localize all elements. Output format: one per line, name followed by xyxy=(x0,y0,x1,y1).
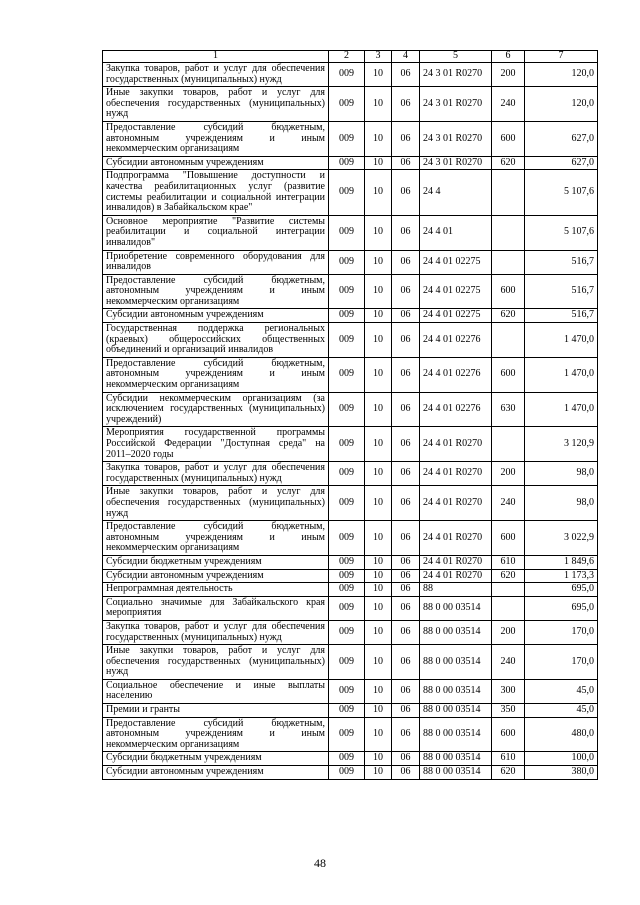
table-row xyxy=(103,323,598,358)
cell-section: 10 xyxy=(365,645,392,680)
cell-amount: 516,7 xyxy=(525,274,598,309)
cell-amount: 695,0 xyxy=(525,583,598,597)
table-body xyxy=(103,63,598,780)
cell-section: 10 xyxy=(365,121,392,156)
cell-section: 10 xyxy=(365,752,392,766)
cell-admin-code: 009 xyxy=(329,357,365,392)
header-row xyxy=(103,51,598,63)
cell-name: Мероприятия государственной программы Российской Федерации "Доступная среда" на 2011–2020 годы xyxy=(103,427,329,462)
cell-amount: 1 470,0 xyxy=(525,392,598,427)
cell-target-article: 88 0 00 03514 xyxy=(420,679,492,703)
cell-section: 10 xyxy=(365,521,392,556)
cell-target-article: 88 0 00 03514 xyxy=(420,717,492,752)
cell-section: 10 xyxy=(365,555,392,569)
cell-target-article: 24 4 01 R0270 xyxy=(420,569,492,583)
table-row xyxy=(103,309,598,323)
cell-expense-type xyxy=(492,170,525,215)
cell-expense-type: 200 xyxy=(492,462,525,486)
cell-name: Иные закупки товаров, работ и услуг для обеспечения государственных (муниципальных) нужд xyxy=(103,87,329,122)
cell-section: 10 xyxy=(365,323,392,358)
cell-name: Субсидии автономным учреждениям xyxy=(103,569,329,583)
cell-section: 10 xyxy=(365,620,392,644)
cell-amount: 3 022,9 xyxy=(525,521,598,556)
cell-admin-code: 009 xyxy=(329,583,365,597)
cell-subsection: 06 xyxy=(392,521,420,556)
cell-admin-code: 009 xyxy=(329,752,365,766)
cell-amount: 1 849,6 xyxy=(525,555,598,569)
table-row xyxy=(103,87,598,122)
cell-name: Подпрограмма "Повышение доступности и качества реабилитационных услуг (развитие системы реабилитации и социальной интеграции инвалидов) в Забайкальском крае" xyxy=(103,170,329,215)
cell-admin-code: 009 xyxy=(329,170,365,215)
cell-amount: 516,7 xyxy=(525,250,598,274)
cell-subsection: 06 xyxy=(392,645,420,680)
cell-section: 10 xyxy=(365,427,392,462)
cell-amount: 170,0 xyxy=(525,645,598,680)
cell-subsection: 06 xyxy=(392,462,420,486)
cell-amount: 120,0 xyxy=(525,63,598,87)
cell-admin-code: 009 xyxy=(329,156,365,170)
table-row xyxy=(103,645,598,680)
cell-amount: 3 120,9 xyxy=(525,427,598,462)
cell-admin-code: 009 xyxy=(329,392,365,427)
cell-subsection: 06 xyxy=(392,309,420,323)
cell-name: Иные закупки товаров, работ и услуг для обеспечения государственных (муниципальных) нужд xyxy=(103,645,329,680)
cell-name: Предоставление субсидий бюджетным, автономным учреждениям и иным некоммерческим организациям xyxy=(103,274,329,309)
column-header: 2 xyxy=(329,51,365,63)
cell-subsection: 06 xyxy=(392,357,420,392)
cell-section: 10 xyxy=(365,569,392,583)
cell-target-article: 24 3 01 R0270 xyxy=(420,63,492,87)
cell-amount: 100,0 xyxy=(525,752,598,766)
cell-section: 10 xyxy=(365,679,392,703)
cell-subsection: 06 xyxy=(392,323,420,358)
cell-section: 10 xyxy=(365,704,392,718)
column-header: 1 xyxy=(103,51,329,63)
table-row xyxy=(103,596,598,620)
cell-amount: 627,0 xyxy=(525,156,598,170)
cell-subsection: 06 xyxy=(392,274,420,309)
cell-admin-code: 009 xyxy=(329,121,365,156)
cell-name: Предоставление субсидий бюджетным, автономным учреждениям и иным некоммерческим организациям xyxy=(103,521,329,556)
cell-section: 10 xyxy=(365,766,392,780)
table-row xyxy=(103,63,598,87)
cell-name: Государственная поддержка региональных (краевых) общероссийских общественных объединений и организаций инвалидов xyxy=(103,323,329,358)
table-row xyxy=(103,462,598,486)
cell-target-article: 24 4 01 02276 xyxy=(420,392,492,427)
column-header: 4 xyxy=(392,51,420,63)
cell-subsection: 06 xyxy=(392,555,420,569)
cell-amount: 170,0 xyxy=(525,620,598,644)
column-header: 3 xyxy=(365,51,392,63)
cell-amount: 98,0 xyxy=(525,486,598,521)
cell-name: Предоставление субсидий бюджетным, автономным учреждениям и иным некоммерческим организациям xyxy=(103,357,329,392)
cell-subsection: 06 xyxy=(392,486,420,521)
table-row xyxy=(103,215,598,250)
cell-section: 10 xyxy=(365,63,392,87)
cell-admin-code: 009 xyxy=(329,462,365,486)
cell-name: Закупка товаров, работ и услуг для обеспечения государственных (муниципальных) нужд xyxy=(103,620,329,644)
cell-name: Закупка товаров, работ и услуг для обеспечения государственных (муниципальных) нужд xyxy=(103,462,329,486)
cell-expense-type: 200 xyxy=(492,63,525,87)
table-row xyxy=(103,357,598,392)
cell-admin-code: 009 xyxy=(329,274,365,309)
cell-amount: 45,0 xyxy=(525,679,598,703)
cell-expense-type xyxy=(492,250,525,274)
cell-target-article: 88 0 00 03514 xyxy=(420,620,492,644)
cell-target-article: 24 4 01 02275 xyxy=(420,250,492,274)
cell-admin-code: 009 xyxy=(329,679,365,703)
cell-target-article: 24 4 01 R0270 xyxy=(420,486,492,521)
cell-name: Премии и гранты xyxy=(103,704,329,718)
cell-expense-type: 630 xyxy=(492,392,525,427)
budget-table xyxy=(102,50,598,780)
table-row xyxy=(103,521,598,556)
cell-target-article: 24 3 01 R0270 xyxy=(420,121,492,156)
cell-subsection: 06 xyxy=(392,156,420,170)
table-row xyxy=(103,583,598,597)
cell-admin-code: 009 xyxy=(329,555,365,569)
cell-expense-type: 620 xyxy=(492,766,525,780)
cell-name: Субсидии бюджетным учреждениям xyxy=(103,752,329,766)
table-row xyxy=(103,704,598,718)
cell-name: Приобретение современного оборудования для инвалидов xyxy=(103,250,329,274)
cell-expense-type xyxy=(492,323,525,358)
cell-expense-type: 620 xyxy=(492,309,525,323)
cell-section: 10 xyxy=(365,462,392,486)
cell-target-article: 24 4 01 R0270 xyxy=(420,462,492,486)
cell-admin-code: 009 xyxy=(329,569,365,583)
cell-amount: 120,0 xyxy=(525,87,598,122)
cell-target-article: 24 4 01 R0270 xyxy=(420,427,492,462)
table-row xyxy=(103,427,598,462)
cell-name: Предоставление субсидий бюджетным, автономным учреждениям и иным некоммерческим организациям xyxy=(103,121,329,156)
cell-name: Субсидии автономным учреждениям xyxy=(103,156,329,170)
cell-admin-code: 009 xyxy=(329,620,365,644)
cell-subsection: 06 xyxy=(392,596,420,620)
cell-expense-type xyxy=(492,596,525,620)
cell-subsection: 06 xyxy=(392,87,420,122)
cell-name: Субсидии некоммерческим организациям (за исключением государственных (муниципальных) учреждений) xyxy=(103,392,329,427)
cell-admin-code: 009 xyxy=(329,645,365,680)
cell-admin-code: 009 xyxy=(329,63,365,87)
cell-section: 10 xyxy=(365,596,392,620)
cell-target-article: 24 4 01 02276 xyxy=(420,323,492,358)
cell-target-article: 88 0 00 03514 xyxy=(420,752,492,766)
cell-name: Субсидии бюджетным учреждениям xyxy=(103,555,329,569)
table-row xyxy=(103,717,598,752)
page-number: 48 xyxy=(314,856,326,870)
cell-amount: 98,0 xyxy=(525,462,598,486)
cell-subsection: 06 xyxy=(392,569,420,583)
cell-expense-type: 200 xyxy=(492,620,525,644)
cell-admin-code: 009 xyxy=(329,87,365,122)
cell-target-article: 88 0 00 03514 xyxy=(420,645,492,680)
table-row xyxy=(103,486,598,521)
table-row xyxy=(103,569,598,583)
cell-admin-code: 009 xyxy=(329,596,365,620)
cell-target-article: 24 4 01 02276 xyxy=(420,357,492,392)
cell-section: 10 xyxy=(365,250,392,274)
cell-section: 10 xyxy=(365,717,392,752)
cell-subsection: 06 xyxy=(392,121,420,156)
cell-expense-type: 620 xyxy=(492,156,525,170)
cell-subsection: 06 xyxy=(392,679,420,703)
cell-admin-code: 009 xyxy=(329,521,365,556)
cell-name: Закупка товаров, работ и услуг для обеспечения государственных (муниципальных) нужд xyxy=(103,63,329,87)
cell-target-article: 24 3 01 R0270 xyxy=(420,156,492,170)
cell-section: 10 xyxy=(365,583,392,597)
cell-admin-code: 009 xyxy=(329,309,365,323)
cell-expense-type xyxy=(492,583,525,597)
cell-expense-type: 240 xyxy=(492,645,525,680)
cell-target-article: 88 0 00 03514 xyxy=(420,766,492,780)
cell-subsection: 06 xyxy=(392,63,420,87)
cell-amount: 45,0 xyxy=(525,704,598,718)
cell-amount: 480,0 xyxy=(525,717,598,752)
cell-expense-type: 610 xyxy=(492,752,525,766)
cell-amount: 695,0 xyxy=(525,596,598,620)
column-header: 5 xyxy=(420,51,492,63)
cell-amount: 1 470,0 xyxy=(525,357,598,392)
cell-admin-code: 009 xyxy=(329,250,365,274)
cell-expense-type: 240 xyxy=(492,486,525,521)
table-row xyxy=(103,121,598,156)
table-row xyxy=(103,392,598,427)
cell-expense-type xyxy=(492,427,525,462)
cell-subsection: 06 xyxy=(392,250,420,274)
table-row xyxy=(103,766,598,780)
cell-expense-type xyxy=(492,215,525,250)
cell-subsection: 06 xyxy=(392,170,420,215)
cell-expense-type: 600 xyxy=(492,521,525,556)
cell-expense-type: 600 xyxy=(492,717,525,752)
table-row xyxy=(103,250,598,274)
cell-subsection: 06 xyxy=(392,392,420,427)
cell-subsection: 06 xyxy=(392,620,420,644)
cell-admin-code: 009 xyxy=(329,766,365,780)
table-row xyxy=(103,170,598,215)
cell-name: Основное мероприятие "Развитие системы реабилитации и социальной интеграции инвалидов" xyxy=(103,215,329,250)
cell-amount: 516,7 xyxy=(525,309,598,323)
cell-section: 10 xyxy=(365,357,392,392)
cell-expense-type: 610 xyxy=(492,555,525,569)
column-header: 7 xyxy=(525,51,598,63)
table-row xyxy=(103,620,598,644)
cell-name: Субсидии автономным учреждениям xyxy=(103,766,329,780)
cell-name: Субсидии автономным учреждениям xyxy=(103,309,329,323)
cell-section: 10 xyxy=(365,309,392,323)
cell-amount: 5 107,6 xyxy=(525,215,598,250)
cell-target-article: 24 4 01 02275 xyxy=(420,274,492,309)
cell-expense-type: 240 xyxy=(492,87,525,122)
cell-amount: 1 173,3 xyxy=(525,569,598,583)
cell-admin-code: 009 xyxy=(329,323,365,358)
cell-amount: 5 107,6 xyxy=(525,170,598,215)
table-row xyxy=(103,679,598,703)
cell-expense-type: 600 xyxy=(492,274,525,309)
cell-section: 10 xyxy=(365,87,392,122)
cell-target-article: 88 0 00 03514 xyxy=(420,596,492,620)
cell-amount: 380,0 xyxy=(525,766,598,780)
column-header: 6 xyxy=(492,51,525,63)
cell-subsection: 06 xyxy=(392,427,420,462)
table-row xyxy=(103,156,598,170)
cell-name: Непрограммная деятельность xyxy=(103,583,329,597)
cell-section: 10 xyxy=(365,392,392,427)
cell-target-article: 24 4 01 R0270 xyxy=(420,555,492,569)
cell-target-article: 24 4 01 02275 xyxy=(420,309,492,323)
cell-expense-type: 300 xyxy=(492,679,525,703)
cell-section: 10 xyxy=(365,215,392,250)
cell-target-article: 24 4 01 xyxy=(420,215,492,250)
cell-admin-code: 009 xyxy=(329,215,365,250)
cell-expense-type: 620 xyxy=(492,569,525,583)
cell-expense-type: 600 xyxy=(492,357,525,392)
cell-subsection: 06 xyxy=(392,215,420,250)
table-row xyxy=(103,274,598,309)
cell-section: 10 xyxy=(365,170,392,215)
cell-target-article: 24 4 xyxy=(420,170,492,215)
table-row xyxy=(103,555,598,569)
cell-subsection: 06 xyxy=(392,766,420,780)
cell-admin-code: 009 xyxy=(329,486,365,521)
cell-section: 10 xyxy=(365,486,392,521)
cell-section: 10 xyxy=(365,274,392,309)
cell-admin-code: 009 xyxy=(329,704,365,718)
cell-admin-code: 009 xyxy=(329,427,365,462)
cell-name: Предоставление субсидий бюджетным, автономным учреждениям и иным некоммерческим организациям xyxy=(103,717,329,752)
cell-section: 10 xyxy=(365,156,392,170)
cell-amount: 627,0 xyxy=(525,121,598,156)
table-row xyxy=(103,752,598,766)
cell-subsection: 06 xyxy=(392,583,420,597)
cell-expense-type: 600 xyxy=(492,121,525,156)
cell-subsection: 06 xyxy=(392,717,420,752)
cell-target-article: 88 xyxy=(420,583,492,597)
cell-amount: 1 470,0 xyxy=(525,323,598,358)
cell-name: Социальное обеспечение и иные выплаты населению xyxy=(103,679,329,703)
cell-target-article: 88 0 00 03514 xyxy=(420,704,492,718)
cell-admin-code: 009 xyxy=(329,717,365,752)
cell-name: Социально значимые для Забайкальского края мероприятия xyxy=(103,596,329,620)
cell-subsection: 06 xyxy=(392,752,420,766)
cell-expense-type: 350 xyxy=(492,704,525,718)
cell-target-article: 24 3 01 R0270 xyxy=(420,87,492,122)
cell-name: Иные закупки товаров, работ и услуг для обеспечения государственных (муниципальных) нужд xyxy=(103,486,329,521)
cell-target-article: 24 4 01 R0270 xyxy=(420,521,492,556)
cell-subsection: 06 xyxy=(392,704,420,718)
